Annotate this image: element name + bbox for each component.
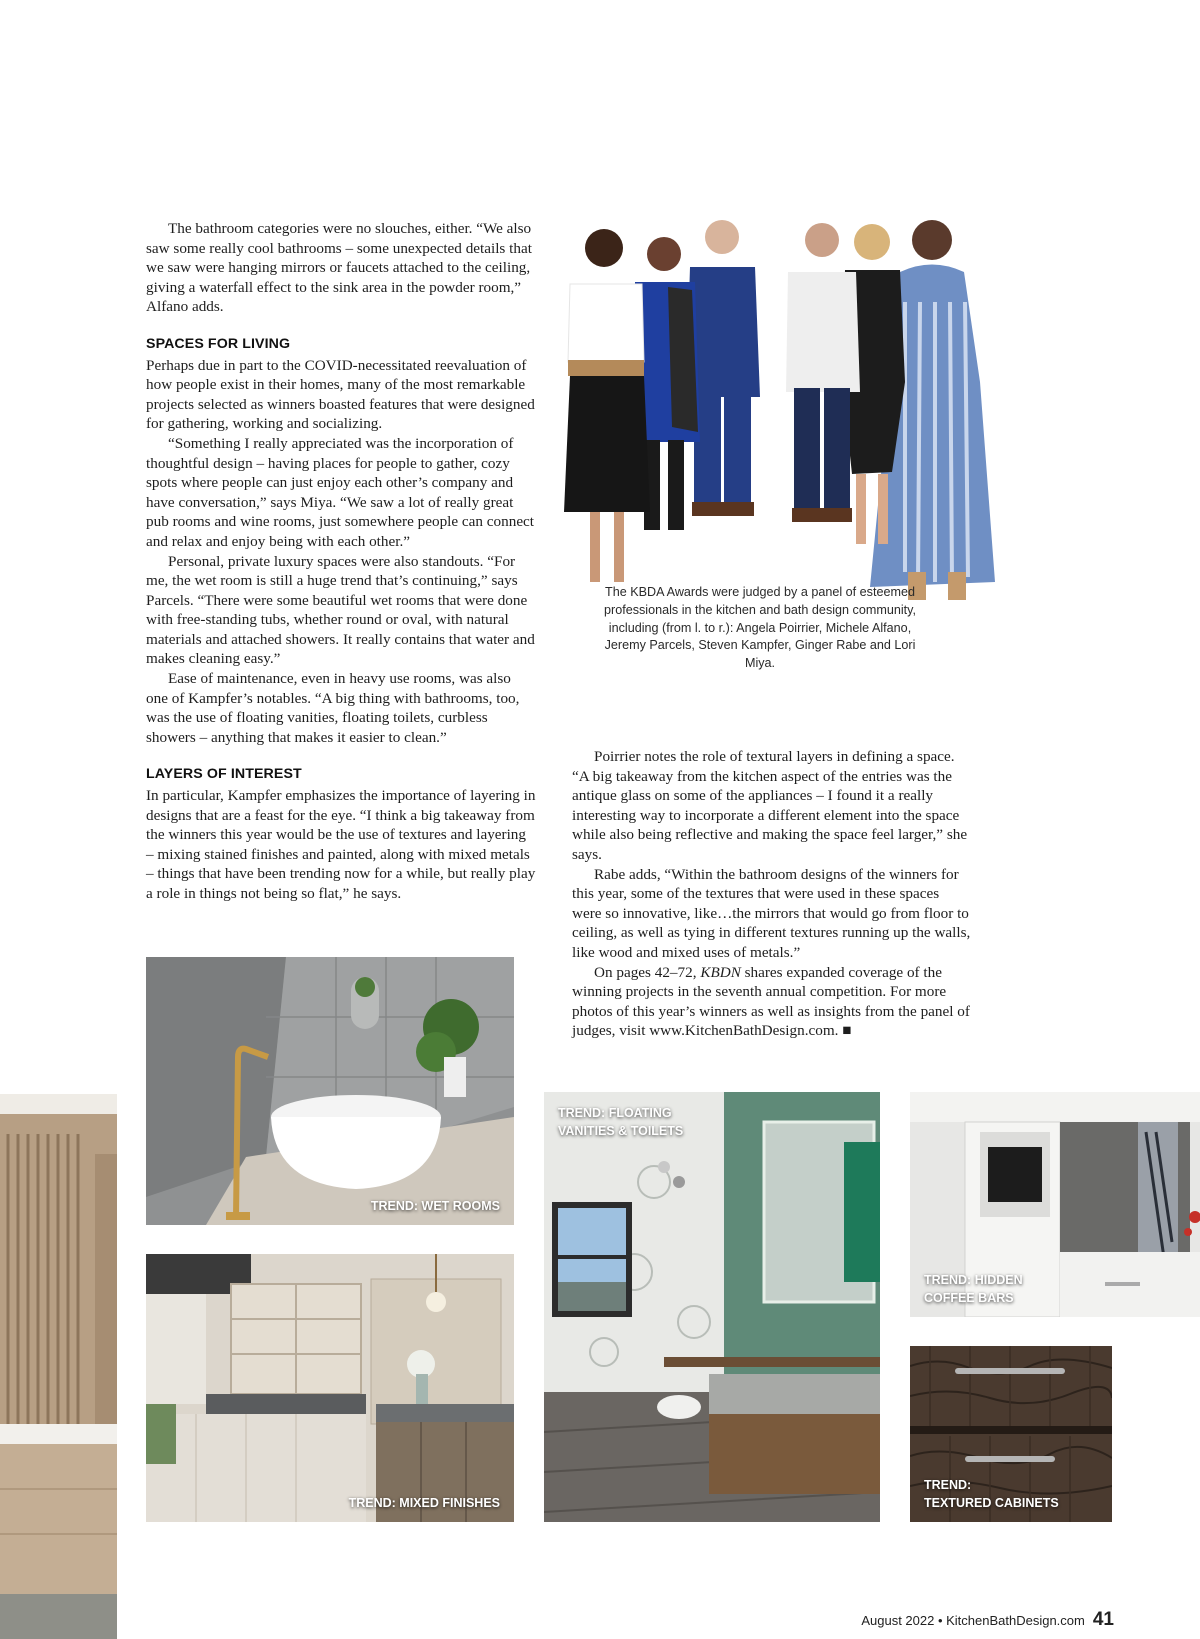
body-paragraph: Personal, private luxury spaces were also standouts. “For me, the wet room is still a huge trend that’s continuing,” says Parcels. “There were some beautiful wet rooms that were done with free-standing tubs, whether round or oval, with natural materials and attached showers. It really contains that water and makes cleaning easy.” bbox=[146, 552, 535, 668]
body-paragraph: Perhaps due in part to the COVID-necessitated reevaluation of how people exist in their homes, many of the most remarkable projects selected as winners boasted features that were designed for gathering, working and socializing. bbox=[146, 356, 535, 433]
trend-label-mixed-finishes: TREND: MIXED FINISHES bbox=[348, 1496, 500, 1510]
closing-paragraph: On pages 42–72, KBDN shares expanded coverage of the winning projects in the seventh annual competition. For more photos of this year’s winners as well as insights from the panel of judges, visit www.KitchenBathDesign.com. ■ bbox=[572, 963, 970, 1040]
edge-kitchen-photo bbox=[0, 1094, 117, 1639]
trend-label-textured-cabinets: TREND: TEXTURED CABINETS bbox=[924, 1478, 1059, 1510]
body-paragraph: Poirrier notes the role of textural layers in defining a space. “A big takeaway from the kitchen aspect of the entries was the antique glass on some of the appliances – I found it a really interesting way to incorporate a different element into the space while also being reflective and making the space feel larger,” she says. bbox=[572, 748, 968, 863]
body-paragraph: In particular, Kampfer emphasizes the importance of layering in designs that are a feast for the eye. “I think a big takeaway from the winners this year would be the use of textures and layering – mixing stained finishes and painted, along with mixed metals – things that have been trending now for a while, but really play a role in things not being so flat,” he says. bbox=[146, 787, 536, 902]
body-paragraph: “Something I really appreciated was the incorporation of thoughtful design – having places for people to gather, cozy spots where people can just enjoy each other’s company and have conversation,” says Miya. “We saw a lot of really great pub rooms and wine rooms, just somewhere people can connect and relax and enjoy being with each other.” bbox=[146, 434, 535, 550]
trend-label-wet-rooms: TREND: WET ROOMS bbox=[370, 1199, 500, 1213]
page-footer bbox=[861, 1609, 1114, 1631]
mixed-finishes-photo bbox=[146, 1254, 514, 1522]
section-heading-layers-of-interest: LAYERS OF INTEREST bbox=[146, 766, 302, 783]
page-number: 41 bbox=[1092, 1609, 1114, 1630]
photo-caption: The KBDA Awards were judged by a panel of esteemed professionals in the kitchen and bath design community, including (from l. to r.): Angela Poirrier, Michele Alfano, Jeremy Parcels, Steven Kampfer, Ginger Rabe and Lori Miya. bbox=[604, 585, 916, 671]
intro-paragraph: The bathroom categories were no slouches, either. “We also saw some really cool bathrooms – some unexpected details that we saw were hanging mirrors or faucets attached to the ceiling, giving a waterfall effect to the sink area in the powder room,” Alfano adds. bbox=[146, 220, 532, 316]
end-mark: ■ bbox=[842, 1022, 852, 1040]
trend-label-floating-vanities: TREND: FLOATING VANITIES & TOILETS bbox=[558, 1106, 684, 1138]
section-heading-spaces-for-living: SPACES FOR LIVING bbox=[146, 335, 291, 352]
floating-vanities-photo bbox=[544, 1092, 880, 1522]
textured-cabinets-photo bbox=[910, 1346, 1112, 1522]
issue-info: August 2022 • KitchenBathDesign.com bbox=[861, 1613, 1085, 1628]
body-paragraph: Ease of maintenance, even in heavy use rooms, was also one of Kampfer’s notables. “A big thing with bathrooms, too, was the use of floating vanities, floating toilets, curbless showers – anything that makes it easier to clean.” bbox=[146, 670, 520, 746]
trend-label-hidden-coffee-bars: TREND: HIDDEN COFFEE BARS bbox=[924, 1273, 1023, 1305]
body-paragraph: Rabe adds, “Within the bathroom designs of the winners for this year, some of the textures that were used in these spaces were so innovative, like…the mirrors that would go from floor to ceiling, as well as tying in different textures running up the walls, like wood and mixed uses of metals.” bbox=[572, 865, 971, 961]
wet-room-photo bbox=[146, 957, 514, 1225]
left-column bbox=[146, 219, 536, 904]
publication-name: KBDN bbox=[700, 963, 741, 981]
right-column bbox=[572, 747, 972, 1041]
hidden-coffee-bars-photo bbox=[910, 1092, 1200, 1317]
judges-photo bbox=[560, 212, 1000, 632]
